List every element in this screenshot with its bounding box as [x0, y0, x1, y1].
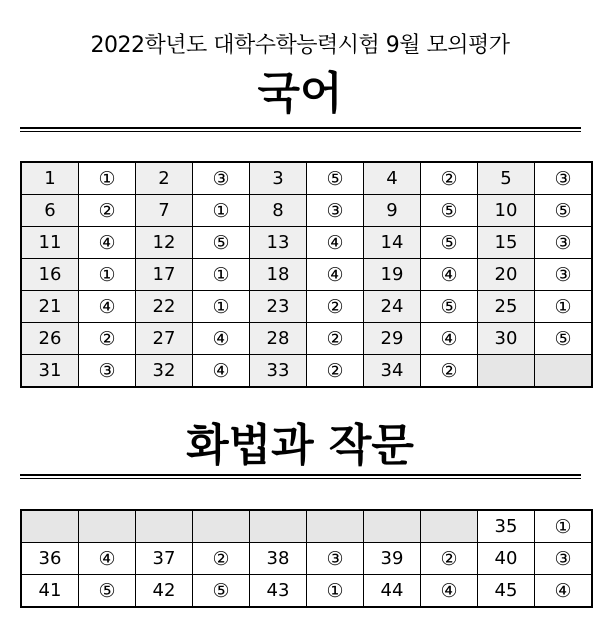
answer-mark: ① — [307, 575, 364, 608]
question-number: 14 — [364, 227, 421, 259]
question-number: 16 — [21, 259, 79, 291]
answer-mark: ① — [535, 510, 593, 543]
question-number: 37 — [136, 543, 193, 575]
answer-table-korean — [20, 161, 593, 388]
answer-mark: ③ — [307, 195, 364, 227]
question-number: 19 — [364, 259, 421, 291]
answer-mark: ① — [79, 259, 136, 291]
answer-mark: ② — [421, 162, 478, 195]
question-number: 5 — [478, 162, 535, 195]
divider — [20, 127, 581, 132]
question-number: 40 — [478, 543, 535, 575]
question-number: 34 — [364, 355, 421, 388]
answer-mark: ④ — [421, 575, 478, 608]
question-number: 35 — [478, 510, 535, 543]
answer-mark: ① — [193, 195, 250, 227]
question-number: 29 — [364, 323, 421, 355]
empty-cell — [250, 510, 307, 543]
empty-cell — [136, 510, 193, 543]
question-number: 13 — [250, 227, 307, 259]
empty-cell — [478, 355, 535, 388]
answer-mark: ② — [307, 291, 364, 323]
table-row — [21, 259, 592, 291]
question-number: 33 — [250, 355, 307, 388]
question-number: 41 — [21, 575, 79, 608]
answer-mark: ② — [421, 543, 478, 575]
answer-mark: ③ — [307, 543, 364, 575]
answer-mark: ② — [421, 355, 478, 388]
empty-cell — [79, 510, 136, 543]
table-row — [21, 195, 592, 227]
answer-mark: ④ — [193, 323, 250, 355]
question-number: 12 — [136, 227, 193, 259]
answer-mark: ③ — [193, 162, 250, 195]
answer-mark: ⑤ — [421, 291, 478, 323]
question-number: 38 — [250, 543, 307, 575]
exam-title: 2022학년도 대학수학능력시험 9월 모의평가 — [90, 33, 510, 58]
answer-mark: ④ — [421, 259, 478, 291]
divider — [20, 474, 581, 479]
answer-mark: ③ — [535, 543, 593, 575]
answer-mark: ① — [193, 259, 250, 291]
answer-mark: ④ — [79, 543, 136, 575]
answer-mark: ④ — [535, 575, 593, 608]
question-number: 43 — [250, 575, 307, 608]
answer-mark: ④ — [79, 227, 136, 259]
question-number: 11 — [21, 227, 79, 259]
question-number: 18 — [250, 259, 307, 291]
answer-mark: ⑤ — [307, 162, 364, 195]
table-row — [21, 291, 592, 323]
empty-cell — [535, 355, 593, 388]
table-row — [21, 355, 592, 388]
answer-mark: ④ — [79, 291, 136, 323]
question-number: 10 — [478, 195, 535, 227]
question-number: 44 — [364, 575, 421, 608]
question-number: 2 — [136, 162, 193, 195]
question-number: 22 — [136, 291, 193, 323]
question-number: 8 — [250, 195, 307, 227]
empty-cell — [421, 510, 478, 543]
table-row — [21, 323, 592, 355]
answer-table-speech-writing — [20, 509, 593, 608]
empty-cell — [364, 510, 421, 543]
question-number: 15 — [478, 227, 535, 259]
question-number: 9 — [364, 195, 421, 227]
empty-cell — [307, 510, 364, 543]
question-number: 7 — [136, 195, 193, 227]
question-number: 20 — [478, 259, 535, 291]
answer-mark: ⑤ — [535, 323, 593, 355]
table-row — [21, 510, 592, 543]
answer-mark: ⑤ — [421, 195, 478, 227]
answer-mark: ③ — [535, 259, 593, 291]
answer-mark: ⑤ — [421, 227, 478, 259]
answer-mark: ② — [79, 195, 136, 227]
question-number: 4 — [364, 162, 421, 195]
answer-mark: ① — [193, 291, 250, 323]
question-number: 26 — [21, 323, 79, 355]
question-number: 3 — [250, 162, 307, 195]
question-number: 31 — [21, 355, 79, 388]
question-number: 45 — [478, 575, 535, 608]
answer-mark: ② — [193, 543, 250, 575]
answer-mark: ① — [535, 291, 593, 323]
question-number: 39 — [364, 543, 421, 575]
table-row — [21, 575, 592, 608]
question-number: 36 — [21, 543, 79, 575]
answer-mark: ③ — [535, 227, 593, 259]
table-row — [21, 543, 592, 575]
answer-mark: ② — [79, 323, 136, 355]
answer-mark: ③ — [535, 162, 593, 195]
answer-mark: ⑤ — [193, 227, 250, 259]
answer-mark: ④ — [307, 227, 364, 259]
section-title-speech-writing: 화법과 작문 — [186, 420, 414, 471]
answer-mark: ⑤ — [193, 575, 250, 608]
answer-mark: ② — [307, 355, 364, 388]
question-number: 25 — [478, 291, 535, 323]
empty-cell — [193, 510, 250, 543]
answer-mark: ① — [79, 162, 136, 195]
answer-mark: ④ — [193, 355, 250, 388]
question-number: 28 — [250, 323, 307, 355]
question-number: 23 — [250, 291, 307, 323]
table-row — [21, 227, 592, 259]
question-number: 1 — [21, 162, 79, 195]
question-number: 42 — [136, 575, 193, 608]
question-number: 21 — [21, 291, 79, 323]
question-number: 32 — [136, 355, 193, 388]
question-number: 17 — [136, 259, 193, 291]
question-number: 30 — [478, 323, 535, 355]
empty-cell — [21, 510, 79, 543]
answer-mark: ② — [307, 323, 364, 355]
table-row — [21, 162, 592, 195]
question-number: 27 — [136, 323, 193, 355]
answer-mark: ⑤ — [535, 195, 593, 227]
answer-mark: ④ — [421, 323, 478, 355]
answer-mark: ⑤ — [79, 575, 136, 608]
answer-mark: ③ — [79, 355, 136, 388]
question-number: 24 — [364, 291, 421, 323]
answer-mark: ④ — [307, 259, 364, 291]
question-number: 6 — [21, 195, 79, 227]
section-title-korean: 국어 — [257, 68, 343, 119]
